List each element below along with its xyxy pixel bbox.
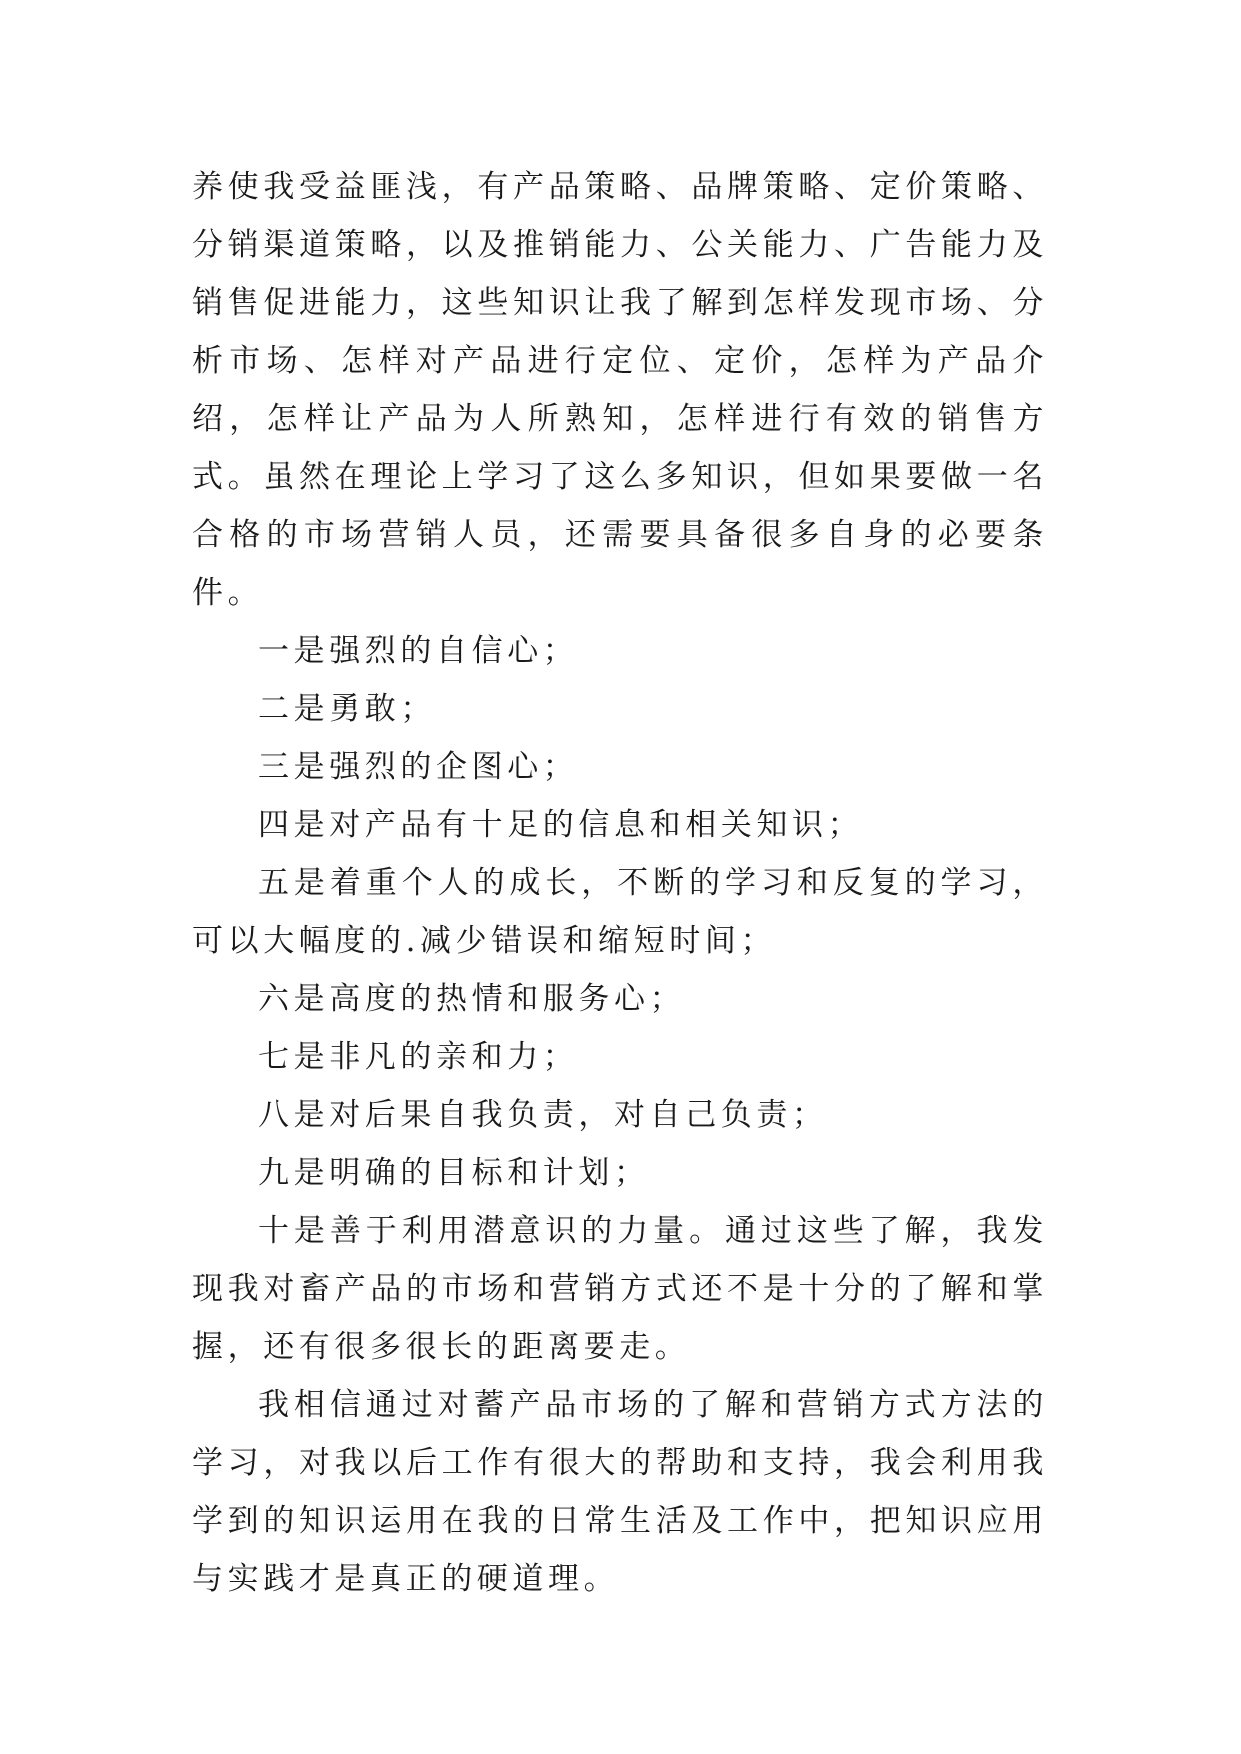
- paragraph-item-5: 五是着重个人的成长，不断的学习和反复的学习，可以大幅度的.减少错误和缩短时间；: [192, 865, 1048, 959]
- paragraph-item-2: 二是勇敢；: [258, 691, 436, 727]
- paragraph-item-10: 十是善于利用潜意识的力量。通过这些了解，我发现我对畜产品的市场和营销方式还不是十分的了解和掌握，还有很多很长的距离要走。: [192, 1213, 1048, 1365]
- paragraph-item-8: 八是对后果自我负责，对自己负责；: [258, 1097, 828, 1133]
- paragraph-item-9: 九是明确的目标和计划；: [258, 1155, 650, 1191]
- paragraph-item-7: 七是非凡的亲和力；: [258, 1039, 579, 1075]
- paragraph-continuation: 养使我受益匪浅，有产品策略、品牌策略、定价策略、分销渠道策略，以及推销能力、公关能力、广告能力及销售促进能力，这些知识让我了解到怎样发现市场、分析市场、怎样对产品进行定位、定价，怎样为产品介绍，怎样让产品为人所熟知，怎样进行有效的销售方式。虽然在理论上学习了这么多知识，但如果要做一名合格的市场营销人员，还需要具备很多自身的必要条件。: [192, 169, 1048, 611]
- paragraph-item-6: 六是高度的热情和服务心；: [258, 981, 686, 1017]
- document-body: [192, 158, 1048, 1608]
- paragraph-item-1: 一是强烈的自信心；: [258, 633, 579, 669]
- paragraph-item-3: 三是强烈的企图心；: [258, 749, 579, 785]
- paragraph-item-4: 四是对产品有十足的信息和相关知识；: [258, 807, 864, 843]
- paragraph-conclusion: 我相信通过对蓄产品市场的了解和营销方式方法的学习，对我以后工作有很大的帮助和支持，我会利用我学到的知识运用在我的日常生活及工作中，把知识应用与实践才是真正的硬道理。: [192, 1387, 1048, 1597]
